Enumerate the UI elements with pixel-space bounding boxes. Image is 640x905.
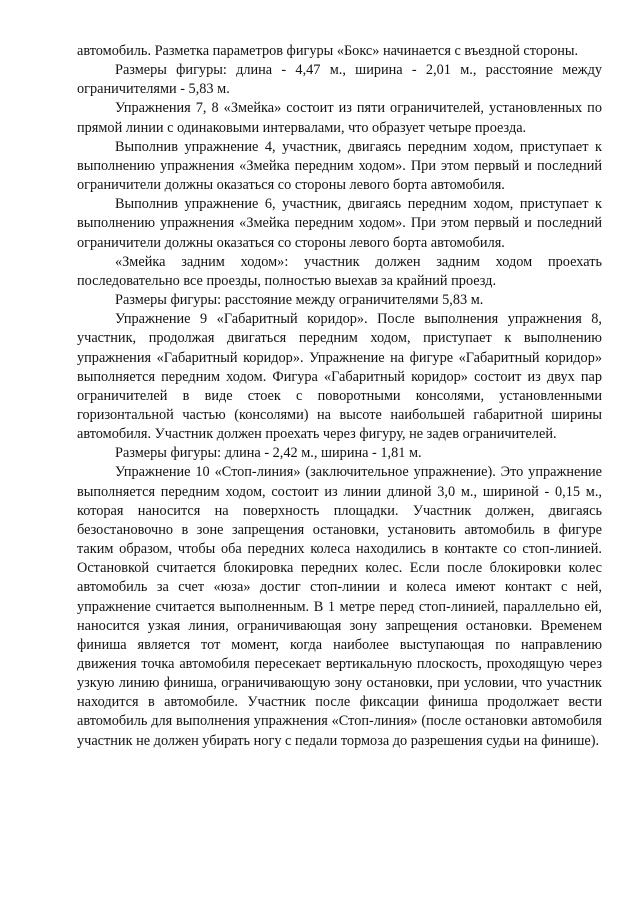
document-body	[77, 42, 602, 751]
paragraph-exercise-6: Выполнив упражнение 6, участник, двигаясь передним ходом, приступает к выполнению упражнения «Змейка передним ходом». При этом первый и последний ограничители должны оказаться со стороны левого борта автомобиля.	[77, 196, 602, 251]
paragraph-snake-reverse: «Змейка задним ходом»: участник должен задним ходом проехать последовательно все проезды, полностью выехав за крайний проезд.	[77, 253, 602, 289]
paragraph-corridor-dimensions: Размеры фигуры: длина - 2,42 м., ширина - 1,81 м.	[115, 445, 422, 462]
paragraph-box-continuation: автомобиль. Разметка параметров фигуры «Бокс» начинается с въездной стороны.	[77, 43, 579, 59]
paragraph-exercise-10: Упражнение 10 «Стоп-линия» (заключительное упражнение). Это упражнение выполняется передним ходом, состоит из линии длиной 3,0 м., шириной - 0,15 м., которая наносится на поверхность площадки. Участник должен, двигаясь безостановочно в зоне запрещения остановки, установить автомобиль в фигуре таким образом, чтобы оба передних колеса находились в контакте со стоп-линией. Остановкой считается блокировка передних колес. Если после блокировки колес автомобиль за счет «юза» достиг стоп-линии и колеса имеют контакт с ней, упражнение считается выполненным. В 1 метре перед стоп-линией, параллельно ей, наносится узкая линия, ограничивающая зону запрещения остановки. Временем финиша является тот момент, когда наиболее выступающая по направлению движения точка автомобиля пересекает вертикальную плоскость, проходящую через узкую линию финиша, ограничивающую зону остановки, при условии, что участник находится в автомобиле. Участник после фиксации финиша продолжает вести автомобиль для выполнения упражнения «Стоп-линия» (после остановки автомобиля участник не должен убирать ногу с педали тормоза до разрешения судьи на финише).	[77, 464, 602, 749]
paragraph-exercise-4: Выполнив упражнение 4, участник, двигаясь передним ходом, приступает к выполнению упражнения «Змейка передним ходом». При этом первый и последний ограничители должны оказаться со стороны левого борта автомобиля.	[77, 138, 602, 194]
paragraph-snake-description: Упражнения 7, 8 «Змейка» состоит из пяти ограничителей, установленных по прямой линии с одинаковыми интервалами, что образует четыре проезда.	[77, 100, 602, 136]
paragraph-box-dimensions: Размеры фигуры: длина - 4,47 м., ширина - 2,01 м., расстояние между ограничителями - 5,83 м.	[77, 62, 602, 98]
paragraph-exercise-9: Упражнение 9 «Габаритный коридор». После выполнения упражнения 8, участник, продолжая двигаться передним ходом, приступает к выполнению упражнения «Габаритный коридор». Упражнение на фигуре «Габаритный коридор» выполняется передним ходом. Фигура «Габаритный коридор» состоит из двух пар ограничителей в виде стоек с поворотными консолями, установленными горизонтальной частью (консолями) на высоте наибольшей габаритной ширины автомобиля. Участник должен проехать через фигуру, не задев ограничителей.	[77, 311, 602, 443]
paragraph-snake-dimensions: Размеры фигуры: расстояние между ограничителями 5,83 м.	[115, 292, 484, 309]
